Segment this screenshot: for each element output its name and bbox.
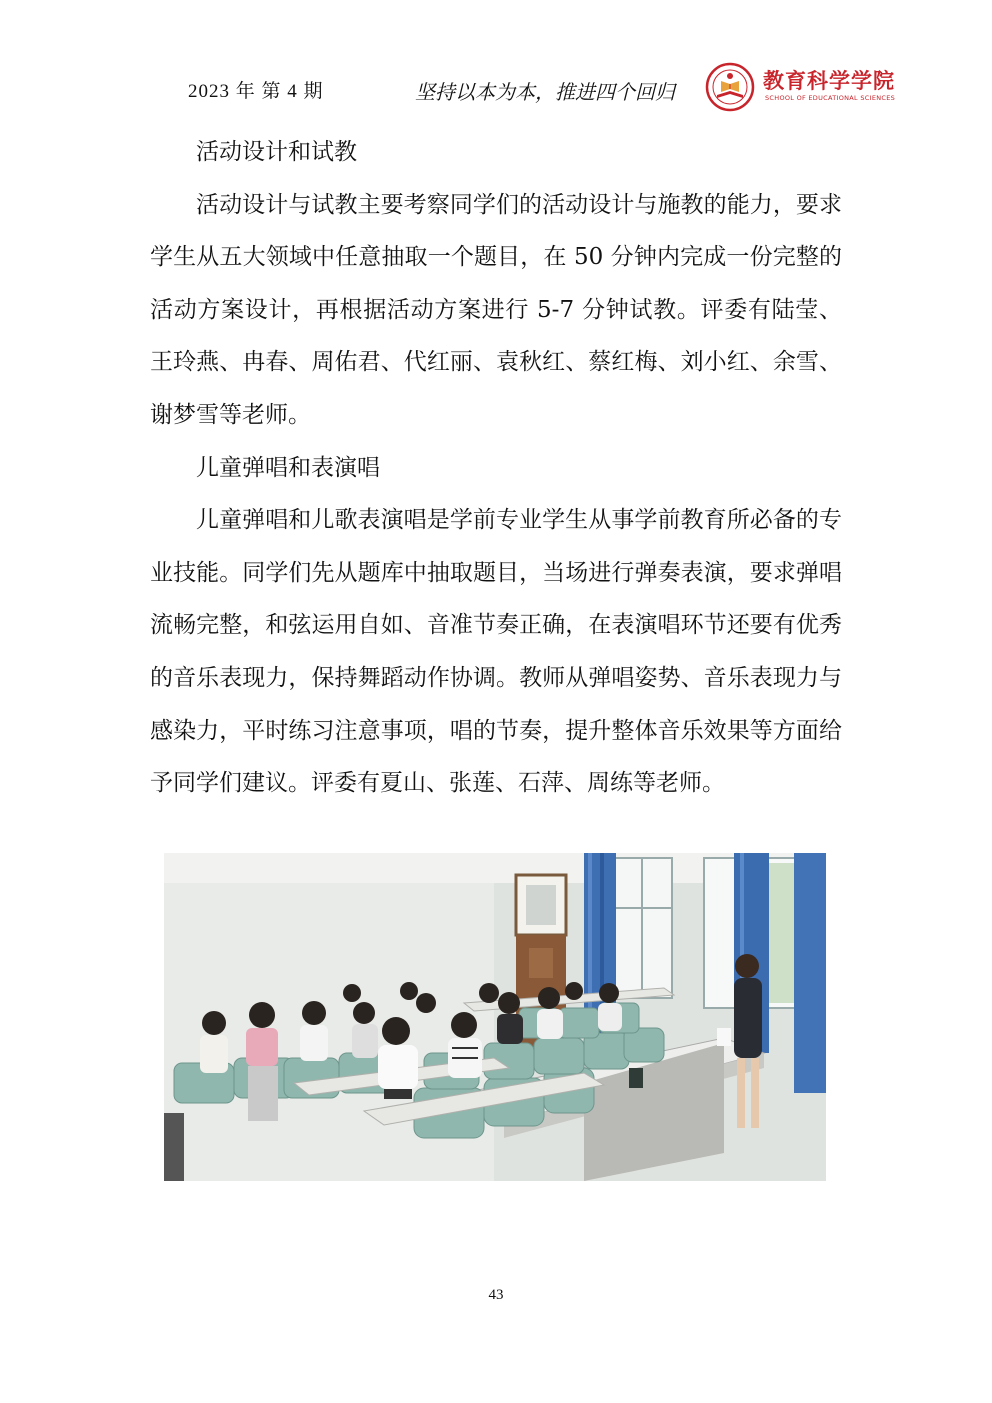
- school-name: 教育科学学院: [763, 68, 895, 93]
- issue-label: 2023 年 第 4 期: [188, 81, 324, 102]
- page-number: 43: [488, 1287, 504, 1303]
- article-body: [150, 126, 842, 810]
- emblem-icon: [705, 62, 755, 112]
- section-paragraph: 儿童弹唱和儿歌表演唱是学前专业学生从事学前教育所必备的专业技能。同学们先从题库中抽取题目，当场进行弹奏表演，要求弹唱流畅完整，和弦运用自如、音准节奏正确，在表演唱环节还要有优秀的音乐表现力，保持舞蹈动作协调。教师从弹唱姿势、音乐表现力与感染力，平时练习注意事项，唱的节奏，提升整体音乐效果等方面给予同学们建议。评委有夏山、张莲、石萍、周练等老师。: [150, 507, 842, 797]
- section-heading: 儿童弹唱和表演唱: [196, 454, 380, 481]
- classroom-photo: [164, 853, 826, 1181]
- header-slogan: 坚持以本为本，推进四个回归: [415, 80, 675, 104]
- page-header: [150, 66, 896, 116]
- section-heading: 活动设计和试教: [196, 139, 357, 165]
- school-name-english: SCHOOL OF EDUCATIONAL SCIENCES: [765, 94, 896, 102]
- classroom-photo-illustration: [164, 853, 826, 1181]
- section-paragraph: 活动设计与试教主要考察同学们的活动设计与施教的能力，要求学生从五大领域中任意抽取一个题目，在 50 分钟内完成一份完整的活动方案设计，再根据活动方案进行 5-7 分钟试教。评委有陆莹、王玲燕、冉春、周佑君、代红丽、袁秋红、蔡红梅、刘小红、余雪、谢梦雪等老师。: [150, 191, 842, 428]
- school-logo: [705, 62, 896, 112]
